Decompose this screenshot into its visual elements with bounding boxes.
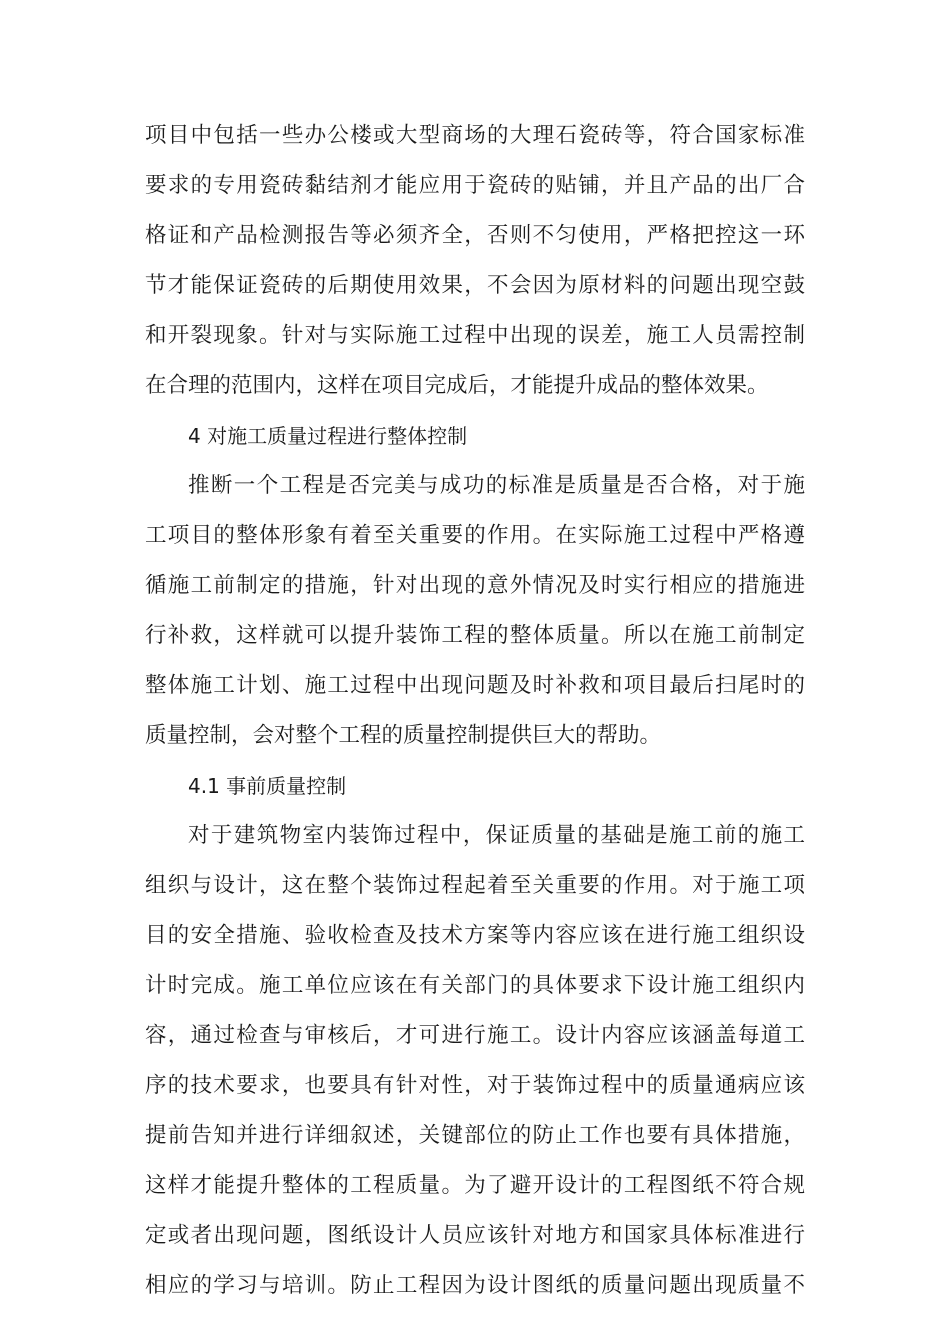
paragraph-line: 相应的学习与培训。防止工程因为设计图纸的质量问题出现质量不 bbox=[145, 1273, 805, 1298]
paragraph-line: 提前告知并进行详细叙述，关键部位的防止工作也要有具体措施， bbox=[145, 1123, 805, 1148]
paragraph-line: 对于建筑物室内装饰过程中，保证质量的基础是施工前的施工 bbox=[188, 823, 805, 848]
paragraph-line: 序的技术要求，也要具有针对性，对于装饰过程中的质量通病应该 bbox=[145, 1073, 805, 1098]
paragraph-line: 容，通过检查与审核后，才可进行施工。设计内容应该涵盖每道工 bbox=[145, 1023, 805, 1048]
paragraph-line: 要求的专用瓷砖黏结剂才能应用于瓷砖的贴铺，并且产品的出厂合 bbox=[145, 173, 805, 198]
section-heading-4-1: 4.1 事前质量控制 bbox=[188, 774, 347, 798]
section-heading-4: 4 对施工质量过程进行整体控制 bbox=[188, 424, 468, 448]
paragraph-line: 计时完成。施工单位应该在有关部门的具体要求下设计施工组织内 bbox=[145, 973, 805, 998]
paragraph-line: 格证和产品检测报告等必须齐全，否则不匀使用，严格把控这一环 bbox=[145, 223, 805, 248]
paragraph-3 bbox=[145, 811, 805, 1311]
paragraph-1 bbox=[145, 111, 805, 411]
paragraph-line: 在合理的范围内，这样在项目完成后，才能提升成品的整体效果。 bbox=[145, 373, 769, 398]
paragraph-line: 整体施工计划、施工过程中出现问题及时补救和项目最后扫尾时的 bbox=[145, 673, 805, 698]
paragraph-line: 行补救，这样就可以提升装饰工程的整体质量。所以在施工前制定 bbox=[145, 623, 805, 648]
paragraph-line: 循施工前制定的措施，针对出现的意外情况及时实行相应的措施进 bbox=[145, 573, 805, 598]
paragraph-line: 质量控制，会对整个工程的质量控制提供巨大的帮助。 bbox=[145, 723, 662, 748]
paragraph-line: 和开裂现象。针对与实际施工过程中出现的误差，施工人员需控制 bbox=[145, 323, 805, 348]
paragraph-2 bbox=[145, 461, 805, 761]
paragraph-line: 这样才能提升整体的工程质量。为了避开设计的工程图纸不符合规 bbox=[145, 1173, 805, 1198]
paragraph-line: 推断一个工程是否完美与成功的标准是质量是否合格，对于施 bbox=[188, 473, 805, 498]
paragraph-line: 定或者出现问题，图纸设计人员应该针对地方和国家具体标准进行 bbox=[145, 1223, 805, 1248]
document-page bbox=[145, 111, 805, 1311]
paragraph-line: 目的安全措施、验收检查及技术方案等内容应该在进行施工组织设 bbox=[145, 923, 805, 948]
paragraph-line: 节才能保证瓷砖的后期使用效果，不会因为原材料的问题出现空鼓 bbox=[145, 273, 805, 298]
paragraph-line: 组织与设计，这在整个装饰过程起着至关重要的作用。对于施工项 bbox=[145, 873, 805, 898]
paragraph-line: 工项目的整体形象有着至关重要的作用。在实际施工过程中严格遵 bbox=[145, 523, 805, 548]
paragraph-line: 项目中包括一些办公楼或大型商场的大理石瓷砖等，符合国家标准 bbox=[145, 123, 805, 148]
